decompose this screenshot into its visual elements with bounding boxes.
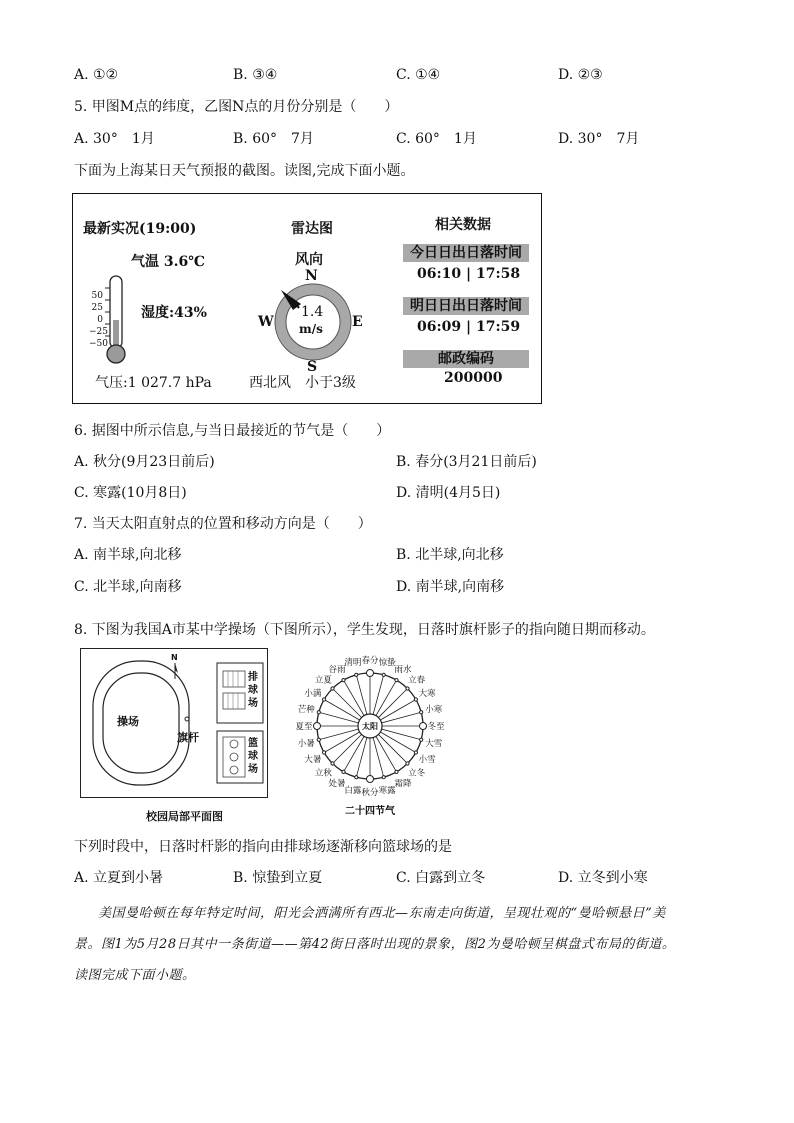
temperature: 气温 3.6℃: [131, 254, 206, 270]
solar-term-label: 谷雨: [328, 664, 346, 675]
solar-term-label: 小满: [304, 689, 322, 699]
humidity: 湿度:43%: [141, 305, 207, 321]
solar-term-label: 惊蛰: [378, 658, 396, 669]
earth-position-dot: [420, 711, 423, 714]
postal-code-value: 200000: [444, 370, 503, 386]
q8-option-a: A. 立夏到小暑: [74, 870, 164, 886]
sun-label: 太阳: [362, 722, 378, 731]
q5-stem: 5. 甲图M点的纬度，乙图N点的月份分别是（ ）: [74, 99, 399, 115]
thermo-tick-0: 0: [97, 315, 103, 325]
q5-option-b: B. 60° 7月: [233, 131, 314, 147]
earth-position-dot: [367, 670, 374, 677]
q4-option-d: D. ②③: [558, 67, 603, 83]
solar-term-label: 立冬: [408, 768, 426, 779]
q6-option-b: B. 春分(3月21日前后): [396, 454, 537, 470]
earth-position-dot: [323, 698, 326, 701]
compass-e: E: [352, 314, 363, 330]
realtime-title: 最新实况(19:00): [83, 221, 197, 237]
q4-option-c: C. ①④: [396, 67, 441, 83]
today-sun-label: 今日日出日落时间: [403, 244, 529, 262]
earth-position-dot: [331, 687, 334, 690]
q8-option-d: D. 立冬到小寒: [558, 870, 648, 886]
solar-terms-caption: 二十四节气: [345, 806, 395, 817]
solar-term-label: 小寒: [425, 704, 443, 715]
compass-n: N: [305, 268, 318, 284]
q7-option-c: C. 北半球,向南移: [74, 579, 182, 595]
solar-term-label: 夏至: [295, 722, 313, 732]
thermo-tick-50: 50: [91, 291, 103, 301]
earth-position-dot: [317, 738, 320, 741]
q7-option-d: D. 南半球,向南移: [396, 579, 505, 595]
earth-position-dot: [395, 679, 398, 682]
thermo-tick-neg25: −25: [89, 327, 108, 337]
data-title: 相关数据: [435, 217, 491, 233]
earth-position-dot: [382, 673, 385, 676]
volleyball-court-label: 排 球 场: [248, 672, 258, 709]
compass-w: W: [258, 314, 274, 330]
radar-title: 雷达图: [291, 221, 333, 237]
wind-direction-label: 风向: [295, 252, 323, 268]
earth-position-dot: [331, 762, 334, 765]
earth-position-dot: [355, 673, 358, 676]
q4-option-b: B. ③④: [233, 67, 278, 83]
tomorrow-sun-value: 06:09 | 17:59: [417, 319, 521, 335]
q7-stem: 7. 当天太阳直射点的位置和移动方向是（ ）: [74, 516, 372, 532]
solar-term-label: 霜降: [394, 779, 412, 790]
earth-position-dot: [420, 723, 427, 730]
flagpole-label: 旗杆: [177, 731, 199, 744]
solar-term-label: 处暑: [328, 779, 346, 790]
wind-speed: 1.4: [301, 304, 324, 320]
thermo-tick-25: 25: [91, 303, 103, 313]
pressure: 气压:1 027.7 hPa: [95, 375, 212, 391]
earth-position-dot: [317, 711, 320, 714]
q7-option-b: B. 北半球,向北移: [396, 547, 504, 563]
solar-term-label: 大暑: [304, 755, 322, 765]
earth-position-dot: [414, 751, 417, 754]
solar-term-label: 雨水: [394, 664, 412, 675]
q8-option-c: C. 白露到立冬: [396, 870, 486, 886]
solar-term-label: 寒露: [378, 785, 396, 796]
postal-code-label: 邮政编码: [403, 350, 529, 368]
q5-option-a: A. 30° 1月: [74, 131, 155, 147]
earth-position-dot: [367, 776, 374, 783]
playground-label: 操场: [117, 715, 139, 728]
tomorrow-sun-label: 明日日出日落时间: [403, 297, 529, 315]
manhattan-intro-line3: 读图完成下面小题。: [74, 968, 196, 983]
q8-stem: 8. 下图为我国A市某中学操场（下图所示），学生发现，日落时旗杆影子的指向随日期而移动。: [74, 622, 655, 638]
q6-option-d: D. 清明(4月5日): [396, 485, 501, 501]
earth-position-dot: [342, 770, 345, 773]
q5-option-d: D. 30° 7月: [558, 131, 640, 147]
thermo-tick-neg50: −50: [89, 339, 108, 349]
wind-unit: m/s: [299, 322, 323, 336]
solar-term-label: 春分: [361, 656, 379, 666]
q4-option-a: A. ①②: [74, 67, 119, 83]
q5-option-c: C. 60° 1月: [396, 131, 477, 147]
solar-terms-diagram: [280, 650, 470, 822]
q8-question: 下列时段中，日落时杆影的指向由排球场逐渐移向篮球场的是: [74, 839, 452, 855]
solar-term-label: 小雪: [418, 755, 436, 765]
solar-term-label: 大寒: [418, 689, 436, 699]
today-sun-value: 06:10 | 17:58: [417, 266, 521, 282]
campus-plan: [80, 648, 268, 798]
weather-forecast-panel: [72, 193, 542, 404]
earth-position-dot: [420, 738, 423, 741]
q6-stem: 6. 据图中所示信息,与当日最接近的节气是（ ）: [74, 423, 391, 439]
q7-option-a: A. 南半球,向北移: [74, 547, 182, 563]
solar-term-label: 立夏: [314, 675, 332, 686]
weather-intro: 下面为上海某日天气预报的截图。读图,完成下面小题。: [74, 163, 415, 179]
north-label: N: [171, 653, 178, 662]
campus-caption: 校园局部平面图: [146, 810, 223, 823]
q6-option-c: C. 寒露(10月8日): [74, 485, 187, 501]
compass-s: S: [307, 359, 318, 375]
solar-term-label: 大雪: [425, 739, 443, 750]
basketball-court-label: 篮 球 场: [248, 738, 258, 775]
solar-term-label: 立春: [408, 675, 426, 686]
earth-position-dot: [406, 687, 409, 690]
manhattan-intro-line1: 美国曼哈顿在每年特定时间，阳光会洒满所有西北—东南走向街道，呈现壮观的“曼哈顿悬日”美: [98, 906, 666, 921]
earth-position-dot: [323, 751, 326, 754]
solar-term-label: 白露: [344, 785, 362, 796]
q8-option-b: B. 惊蛰到立夏: [233, 870, 323, 886]
manhattan-intro-line2: 景。图1为5月28日其中一条街道——第42街日落时出现的景象，图2为曼哈顿呈棋盘式布局的街道。: [74, 937, 676, 952]
solar-term-label: 芒种: [297, 704, 315, 715]
wind-description: 西北风 小于3级: [249, 375, 356, 391]
solar-term-label: 秋分: [361, 788, 379, 798]
solar-term-label: 小暑: [297, 739, 315, 750]
earth-position-dot: [406, 762, 409, 765]
earth-position-dot: [342, 679, 345, 682]
solar-term-label: 冬至: [427, 722, 445, 732]
earth-position-dot: [395, 770, 398, 773]
earth-position-dot: [382, 776, 385, 779]
earth-position-dot: [414, 698, 417, 701]
earth-position-dot: [314, 723, 321, 730]
solar-term-label: 清明: [344, 658, 362, 669]
solar-term-label: 立秋: [314, 768, 332, 779]
q6-option-a: A. 秋分(9月23日前后): [74, 454, 215, 470]
earth-position-dot: [355, 776, 358, 779]
